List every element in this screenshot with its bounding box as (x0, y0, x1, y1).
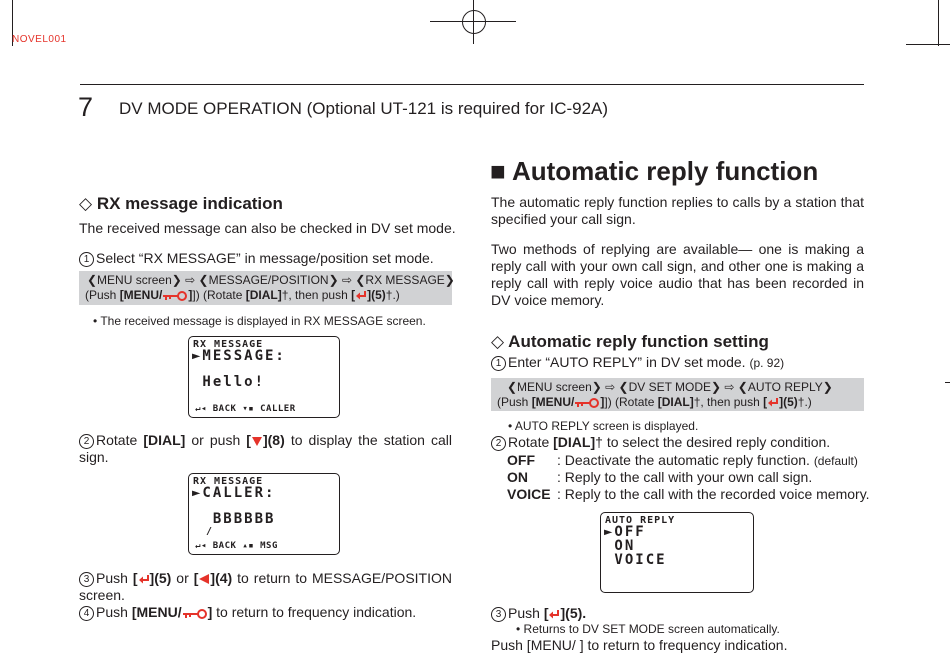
key-icon (162, 291, 188, 301)
step-number: 1 (491, 356, 506, 371)
left-step-2: 2 Rotate [DIAL] or push [ ](8) to display the station call sign. (79, 432, 453, 465)
lcd-value: Hello! (192, 374, 266, 390)
crop-mark-top-right-v (938, 0, 939, 46)
key-icon (574, 398, 600, 408)
rx-message-heading (79, 194, 283, 214)
lcd-value: BBBBBB (192, 511, 276, 527)
auto-reply-setting-heading (491, 332, 769, 352)
diamond-icon: ◇ (491, 332, 505, 351)
chapter-number: 7 (78, 92, 94, 122)
left-menu-path-line2: (Push [MENU/ ]]) (Rotate [DIAL]†, then push [ ](5)†.) (85, 288, 400, 302)
step-number: 3 (491, 607, 506, 622)
auto-reply-para-1: The automatic reply function replies to calls by a station that specified your call sign. (491, 194, 864, 227)
corner-code: NOVEL001 (12, 34, 67, 45)
left-step-4: 4 Push [MENU/ ] to return to frequency indication. (79, 604, 416, 621)
key-icon (182, 609, 208, 619)
step-number: 2 (79, 434, 94, 449)
lcd-option-on: ON (604, 538, 636, 554)
down-arrow-key-icon (251, 435, 263, 447)
lcd-value-2: / (192, 526, 214, 537)
right-menu-path-box (491, 378, 864, 411)
lcd-title: RX MESSAGE (193, 476, 264, 487)
lcd-rx-caller (188, 473, 340, 555)
left-step-1 (79, 250, 434, 267)
lcd-footer: ↵◂ BACK ▴▪ MSG (195, 541, 278, 551)
lcd-label: ►CALLER: (192, 485, 276, 501)
auto-reply-title: ■ Automatic reply function (490, 156, 819, 186)
rx-message-intro: The received message can also be checked in DV set mode. (79, 220, 456, 236)
enter-key-icon (355, 290, 367, 301)
enter-key-icon (767, 397, 779, 408)
auto-reply-setting-heading-text: Automatic reply function setting (508, 332, 769, 351)
lcd-rx-message (188, 336, 340, 418)
crop-mark-right-h (906, 44, 950, 45)
reply-option-on: ON : Reply to the call with your own call sign. (507, 469, 813, 485)
reply-option-off: OFF : Deactivate the automatic reply function. (default) (507, 452, 858, 468)
crop-mark-right-tick (945, 382, 950, 383)
left-step-3: 3 Push [ ](5) or [ ](4) to return to MESSAGE/POSITION screen. (79, 570, 452, 603)
right-bullet-1: • AUTO REPLY screen is displayed. (508, 419, 699, 433)
right-bullet-2: • Returns to DV SET MODE screen automatically. (516, 622, 780, 636)
reply-option-voice: VOICE : Reply to the call with the recorded voice memory. (507, 486, 870, 502)
rx-message-heading-text: RX message indication (96, 194, 283, 213)
lcd-title: RX MESSAGE (193, 339, 264, 350)
lcd-title: AUTO REPLY (605, 515, 676, 526)
left-menu-path-line1: ❮MENU screen❯ ⇨ ❮MESSAGE/POSITION❯ ⇨ ❮RX MESSAGE❯ (87, 273, 455, 287)
step-number: 4 (79, 606, 94, 621)
right-step-1: 1 Enter “AUTO REPLY” in DV set mode. (p. 92) (491, 354, 784, 371)
lcd-option-off: ►OFF (604, 524, 646, 540)
left-menu-path-box (79, 271, 455, 305)
lcd-option-voice: VOICE (604, 552, 667, 568)
step-number: 1 (79, 252, 94, 267)
right-step-2: 2 Rotate [DIAL]† to select the desired reply condition. (491, 434, 830, 451)
lcd-label: ►MESSAGE: (192, 348, 286, 364)
chapter-title: DV MODE OPERATION (Optional UT-121 is required for IC-92A) (119, 99, 609, 118)
auto-reply-para-2: Two methods of replying are available— one is making a reply call with your own call sign, and other one is making a reply call with reply voice audio that has been recorded in DV voice memory. (491, 241, 864, 308)
left-step-1-text: Select “RX MESSAGE” in message/position set mode. (96, 250, 434, 266)
right-menu-path-line1: ❮MENU screen❯ ⇨ ❮DV SET MODE❯ ⇨ ❮AUTO REPLY❯ (507, 380, 833, 394)
left-bullet-1: • The received message is displayed in RX MESSAGE screen. (93, 314, 426, 328)
lcd-auto-reply (600, 512, 754, 593)
step-number: 3 (79, 572, 94, 587)
clear-key-icon (198, 573, 210, 585)
right-menu-path-line2: (Push [MENU/ ]]) (Rotate [DIAL]†, then push [ ](5)†.) (497, 395, 812, 409)
registration-mark-circle (462, 10, 486, 34)
enter-key-icon (548, 609, 560, 620)
enter-key-icon (138, 574, 150, 585)
step-number: 2 (491, 436, 506, 451)
header-rule (80, 84, 864, 85)
lcd-footer: ↵◂ BACK ▾▪ CALLER (195, 404, 296, 414)
diamond-icon: ◇ (79, 194, 93, 213)
right-step-3: 3 Push [ ](5). (491, 605, 586, 622)
right-step-4-cutoff: Push [MENU/ ] to return to frequency indication. (491, 637, 788, 653)
